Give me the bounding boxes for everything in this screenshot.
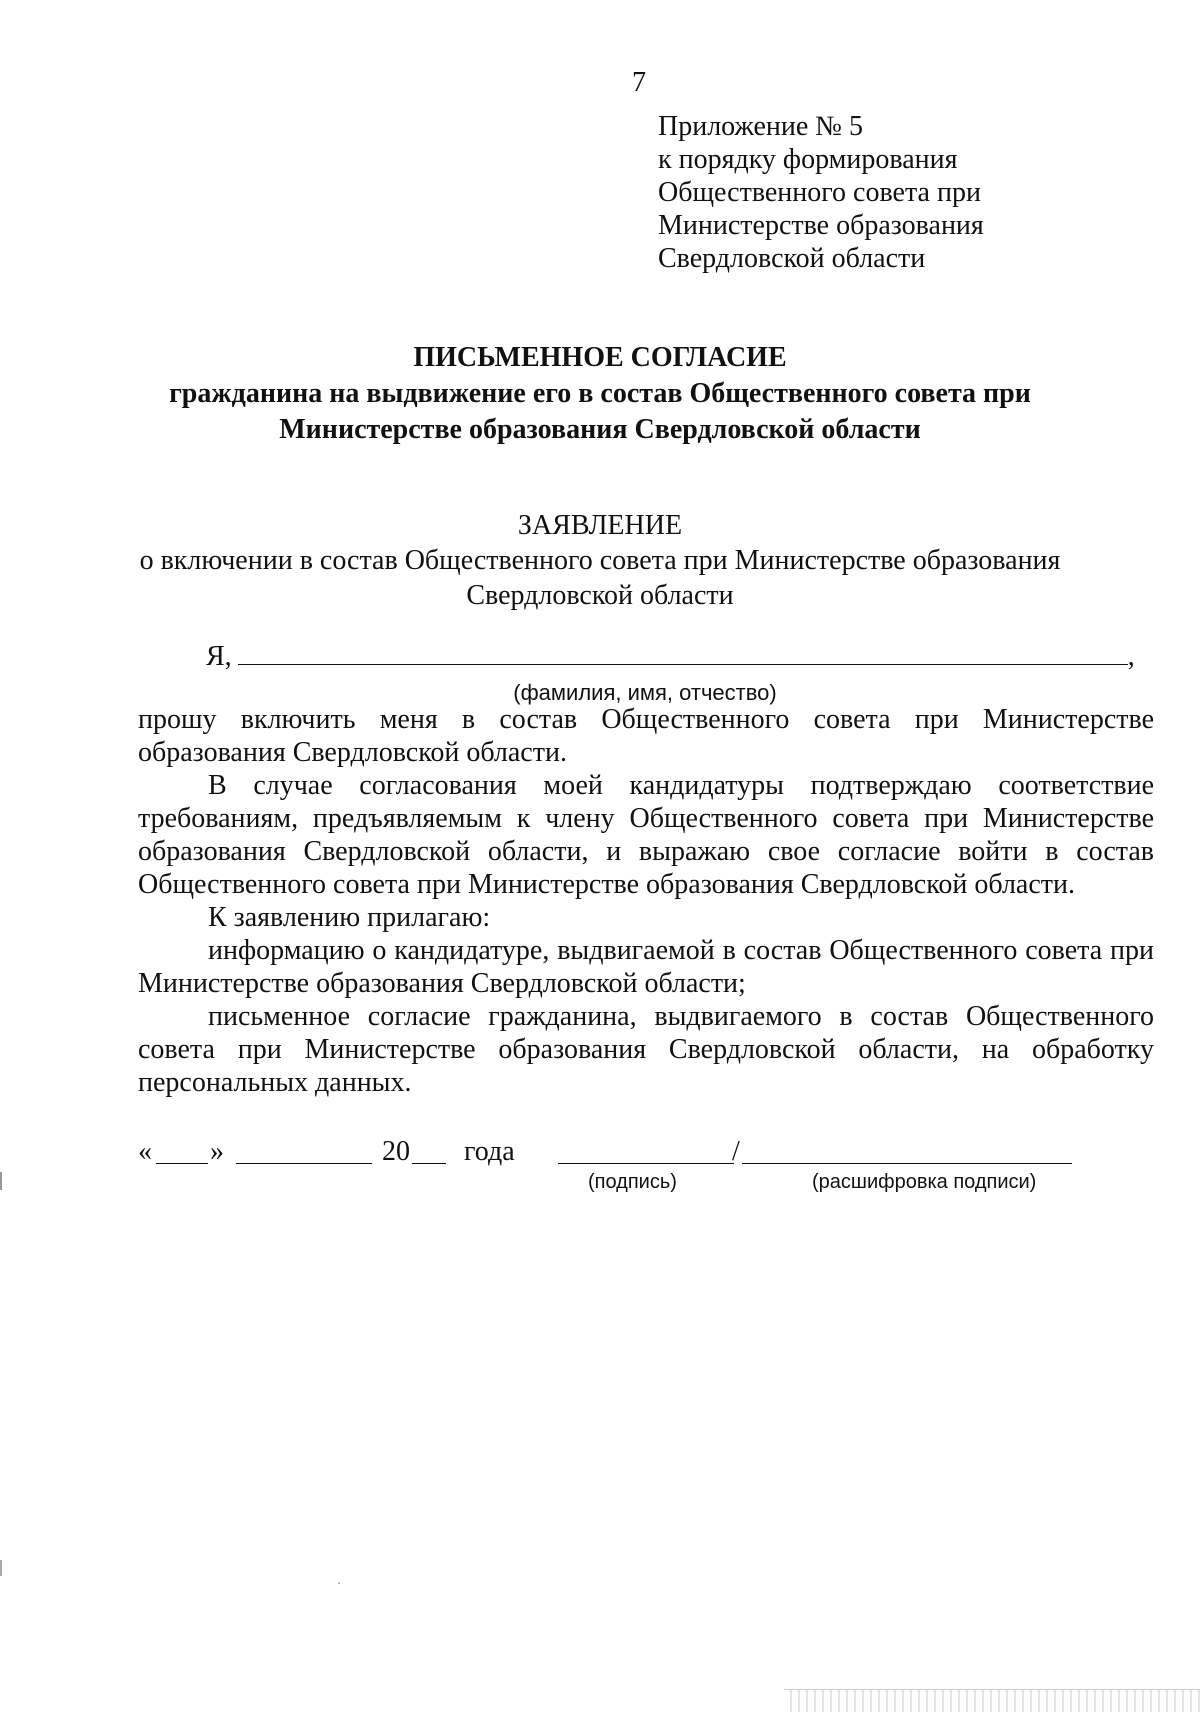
scan-edge-mark: [0, 1560, 2, 1576]
appendix-reference: [658, 110, 984, 275]
scan-edge-mark: [0, 1172, 2, 1190]
date-open-quote: «: [138, 1136, 152, 1167]
year-prefix: 20: [382, 1136, 410, 1167]
statement-heading-block: [0, 508, 1200, 613]
title-main: ПИСЬМЕННОЕ СОГЛАСИЕ: [413, 342, 787, 373]
page-number: 7: [632, 67, 646, 98]
statement-heading: ЗАЯВЛЕНИЕ: [517, 510, 683, 541]
body-paragraph: письменное согласие гражданина, выдвигаемого в состав Общественного совета при Министерстве образования Свердловской области, на обработку персональных данных.: [138, 1001, 1154, 1098]
day-blank-line[interactable]: [156, 1162, 208, 1164]
body-paragraph: В случае согласования моей кандидатуры подтверждаю соответствие требованиям, предъявляемым к члену Общественного совета при Министерстве образования Свердловской области, и выражаю свое согласие войти в состав Общественного совета при Министерстве образования Свердловской области.: [138, 770, 1154, 900]
title-subline: Министерстве образования Свердловской области: [279, 414, 921, 445]
statement-subheading: о включении в состав Общественного совета при Министерстве образования: [139, 545, 1061, 576]
appendix-line: Свердловской области: [658, 243, 926, 274]
statement-subheading: Свердловской области: [466, 580, 734, 611]
name-suffix: ,: [1127, 641, 1135, 672]
signature-caption: (подпись): [588, 1171, 677, 1193]
appendix-line: Общественного совета при: [658, 177, 981, 208]
scan-speck: [338, 1582, 340, 1584]
signature-slash: /: [732, 1136, 740, 1167]
body-paragraph: информацию о кандидатуре, выдвигаемой в состав Общественного совета при Министерстве образования Свердловской области;: [138, 935, 1154, 999]
signature-blank-line[interactable]: [558, 1162, 734, 1164]
title-subline: гражданина на выдвижение его в состав Общественного совета при: [169, 378, 1031, 409]
name-caption: (фамилия, имя, отчество): [513, 680, 777, 705]
name-prefix: Я,: [206, 641, 232, 672]
month-blank-line[interactable]: [236, 1162, 372, 1164]
year-blank-line[interactable]: [412, 1162, 446, 1164]
body-paragraph: прошу включить меня в состав Общественного совета при Министерстве образования Свердловской области.: [138, 704, 1154, 768]
document-title: [0, 340, 1200, 448]
signature-decode-caption: (расшифровка подписи): [812, 1171, 1037, 1193]
year-word: года: [464, 1136, 515, 1167]
signature-decode-blank-line[interactable]: [742, 1162, 1072, 1164]
appendix-line: Министерстве образования: [658, 210, 984, 241]
appendix-line: Приложение № 5: [658, 111, 863, 142]
date-close-quote: »: [210, 1136, 224, 1167]
scan-bottom-strip: [784, 1689, 1200, 1712]
statement-body: [138, 703, 1154, 1099]
appendix-line: к порядку формирования: [658, 144, 958, 175]
name-field: [206, 640, 1135, 673]
name-blank-line[interactable]: [238, 640, 1128, 665]
body-paragraph: К заявлению прилагаю:: [208, 902, 491, 933]
